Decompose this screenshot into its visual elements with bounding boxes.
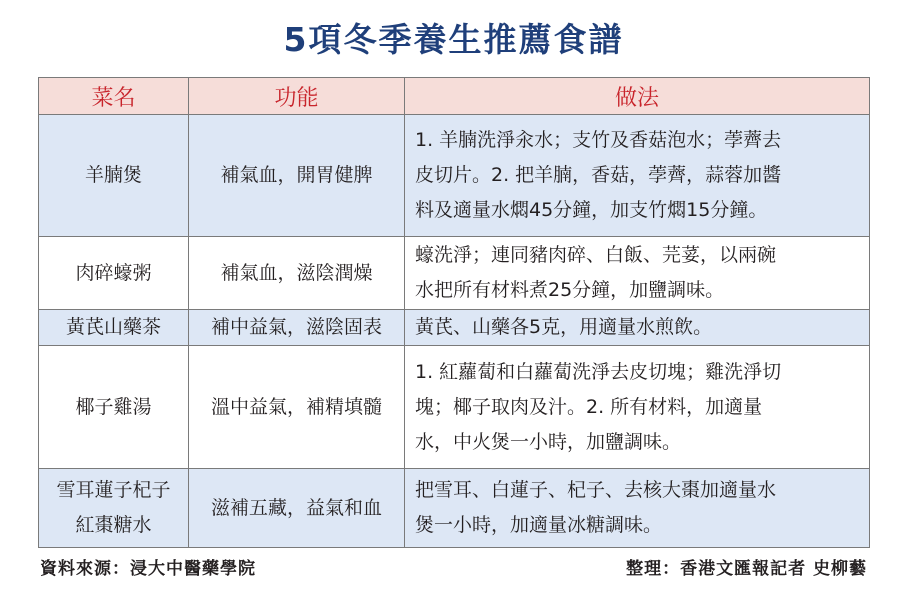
method-line: 1. 羊腩洗淨汆水；支竹及香菇泡水；荸薺去: [415, 129, 782, 151]
dish-cell: [39, 469, 189, 548]
dish-name: 羊腩煲: [84, 164, 142, 186]
method-line: 煲一小時，加適量冰糖調味。: [415, 514, 663, 536]
table-row: [39, 469, 870, 548]
dish-cell: [39, 115, 189, 237]
dish-cell: [39, 310, 189, 346]
dish-name: 椰子雞湯: [75, 395, 152, 418]
dish-name: 紅棗糖水: [75, 514, 152, 536]
method-cell: [405, 237, 870, 310]
dish-name: 雪耳蓮子杞子: [56, 479, 171, 501]
dish-cell: [39, 346, 189, 469]
table-row: [39, 310, 870, 346]
method-line: 把雪耳、白蓮子、杞子、去核大棗加適量水: [415, 479, 777, 501]
table-row: [39, 115, 870, 237]
source-note: 資料來源：浸大中醫藥學院: [40, 559, 256, 579]
dish-name: 黃芪山藥茶: [65, 316, 161, 338]
header-method: 做法: [405, 78, 870, 115]
function-cell: 補中益氣，滋陰固表: [189, 310, 405, 346]
method-cell: [405, 346, 870, 469]
page-title: 5項冬季養生推薦食譜: [283, 20, 624, 59]
method-line: 黃芪、山藥各5克，用適量水煎飲。: [415, 316, 713, 338]
method-line: 水把所有材料煮25分鐘，加鹽調味。: [415, 279, 725, 301]
credit-note: 整理：香港文匯報記者 史柳藝: [626, 559, 867, 579]
header-function: 功能: [189, 78, 405, 115]
table-row: [39, 346, 870, 469]
method-line: 蠔洗淨；連同豬肉碎、白飯、芫荽，以兩碗: [415, 244, 777, 266]
table-header-row: [39, 78, 870, 115]
function-cell: 補氣血，滋陰潤燥: [189, 237, 405, 310]
method-cell: [405, 115, 870, 237]
method-cell: [405, 310, 870, 346]
method-line: 1. 紅蘿蔔和白蘿蔔洗淨去皮切塊；雞洗淨切: [415, 360, 782, 383]
method-cell: [405, 469, 870, 548]
function-cell: 滋補五藏，益氣和血: [189, 469, 405, 548]
method-line: 料及適量水燜45分鐘，加支竹燜15分鐘。: [415, 199, 768, 221]
method-line: 水，中火煲一小時，加鹽調味。: [415, 430, 682, 453]
table-row: [39, 237, 870, 310]
method-line: 塊；椰子取肉及汁。2. 所有材料，加適量: [415, 395, 763, 418]
function-cell: 補氣血，開胃健脾: [189, 115, 405, 237]
function-cell: 溫中益氣，補精填髓: [189, 346, 405, 469]
dish-name: 肉碎蠔粥: [75, 261, 152, 284]
recipe-table: [38, 77, 870, 548]
header-dish: 菜名: [39, 78, 189, 115]
method-line: 皮切片。2. 把羊腩，香菇，荸薺，蒜蓉加醬: [415, 164, 782, 186]
dish-cell: [39, 237, 189, 310]
